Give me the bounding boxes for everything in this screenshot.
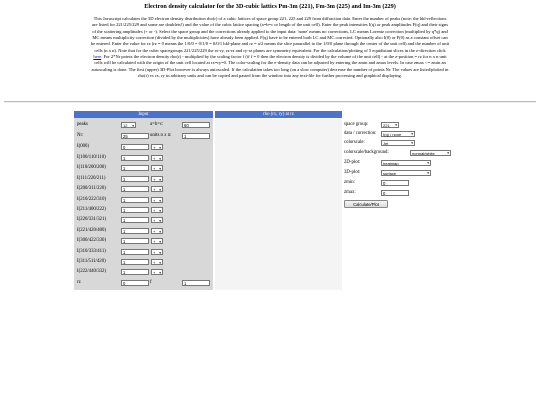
plot3d-label: 3D-plot: [344, 170, 361, 175]
chevron-down-icon: ▾ [395, 123, 397, 127]
description-line: MC means multiplicity correction (divided by the multiplicities) have already been applied. F(q) have to be entered both LC and MC corrected. Optionally also I(0) or F(0) as a constant offset can [92, 35, 448, 41]
zmax-label: zmax: [344, 190, 356, 195]
description-line: rho(r) vs rx, ry in arbitrary units and can be copied and pasted from the window into any text-file for further processing and graphical displaying. [138, 73, 402, 79]
i0-row [77, 143, 211, 151]
peak-label: I(100/110/110) [77, 155, 106, 160]
peak-intensity-input[interactable]: 1 [121, 269, 149, 275]
chevron-down-icon: ▾ [159, 219, 161, 224]
colorscale-select[interactable]: Jet ▾ [383, 141, 413, 146]
chevron-down-icon: ▾ [159, 167, 161, 172]
peak-row [77, 175, 211, 183]
space-group-select[interactable]: 221 ▾ [383, 123, 397, 128]
plot-area [215, 119, 342, 290]
peak-sign-select[interactable]: + ▾ [153, 166, 161, 172]
peak-row [77, 185, 211, 193]
peak-label: I(300/422/330) [77, 238, 107, 244]
description-text: . For 2*Nr points the electron density rho(r) - multiplied by the scaling factor f (if f = 0 then the electron density is divided by the volume of the unit cell) - at the z-position = rz for n x n unit [101, 54, 447, 60]
chevron-down-icon: ▾ [159, 146, 161, 150]
description-line: autoscaling is done. The first (upper) 3D-Plot however is always autoscaled. If the calculation takes too long (on a slow computer) decrease the number of points Nr. The values are listed/plotted in [91, 66, 449, 72]
peak-sign-select[interactable]: + ▾ [153, 156, 161, 161]
peak-label: I(222/440/332) [77, 269, 107, 275]
peak-label: I(210/222/310) [77, 196, 107, 202]
peaks-label: peaks [77, 122, 88, 127]
correction-label: data / correction: [344, 131, 377, 136]
peak-row [77, 206, 211, 214]
plot3d-select[interactable]: surface ▾ [383, 171, 429, 176]
divider [4, 101, 536, 103]
nr-input[interactable]: 25 [121, 133, 149, 139]
peak-sign-select[interactable]: + ▾ [153, 260, 161, 265]
background-label: colorscale/background: [344, 150, 389, 155]
rz-input[interactable]: 0 [121, 280, 149, 286]
f-input[interactable]: 1 [182, 280, 210, 286]
description-line: are listed for 221/225/229 and some are doublets!) and the value of the cubic lattice spacing (a=b=c or length of the unit cell). Enter the peak intensities I(q) or peak amplitudes F(q) and their signs [91, 22, 448, 28]
peak-label: I(220/331/321) [77, 217, 107, 223]
description-line: of the scattering amplitudes (+ or -). Select the space group and the corrections already applied to the input data: 'none' means no corrections, LC means Lorentz correction (multiplied by q*q) and [92, 28, 448, 34]
peak-intensity-input[interactable]: 1 [121, 249, 149, 255]
chevron-down-icon: ▾ [159, 229, 161, 234]
description-line: cells (n x n). Note that for the cubic spacegroups 221/225/229 the rx-ry, rx-rz and ry-rz planes are symmetry equivalent. For the calculation/plotting of 5 equidistant slices in the z-direction click [94, 47, 446, 53]
rz-label: rz [77, 280, 81, 285]
peak-intensity-input[interactable]: 1 [121, 207, 149, 213]
peak-label: I(310/333/411) [77, 248, 106, 254]
peak-label: I(110/200/200) [77, 165, 106, 171]
peak-row [77, 216, 211, 224]
abc-input[interactable]: 60 [182, 122, 210, 128]
chevron-down-icon: ▾ [159, 177, 161, 182]
correction-select[interactable]: I(q) / none ▾ [383, 132, 413, 137]
peak-sign-select[interactable]: + ▾ [153, 228, 161, 234]
peak-sign-select[interactable]: + ▾ [153, 176, 161, 182]
abc-label: a=b=c: [150, 122, 164, 127]
nr-row [77, 132, 211, 140]
peak-sign-select[interactable]: + ▾ [153, 239, 161, 245]
peak-sign-select[interactable]: + ▾ [153, 208, 161, 213]
f-label: f [150, 280, 152, 285]
input-header: Input [74, 111, 213, 118]
peak-row [77, 258, 211, 266]
page-title: Electron density calculator for the 3D-cubic lattics Pm-3m (221), Fm-3m (225) and Im-3m (229) [144, 3, 396, 10]
chevron-down-icon: ▾ [411, 132, 413, 136]
slices-link[interactable]: here [93, 54, 102, 60]
peak-intensity-input[interactable]: 1 [121, 238, 149, 244]
units-label: units n x n: [150, 133, 172, 138]
peak-label: I(311/511/420) [77, 259, 106, 264]
plot2d-label: 2D-plot: [344, 160, 361, 165]
description-line: This Javascript calculates the 3D electron density distribution rho(r) of a cubic lattices of space group 221, 225 and 229 from diffraction data. Enter the number of peaks (note: the hkl-reflections [93, 16, 447, 21]
chevron-down-icon: ▾ [411, 141, 413, 145]
chevron-down-icon: ▾ [427, 161, 429, 165]
units-input[interactable]: 1 [182, 133, 210, 139]
chevron-down-icon: ▾ [159, 209, 161, 213]
peak-sign-select[interactable]: + ▾ [153, 270, 161, 276]
i0-input[interactable]: 0 [121, 144, 149, 150]
zmax-input[interactable]: 0 [381, 190, 409, 196]
nr-label: Nr: [77, 133, 84, 138]
peak-intensity-input[interactable]: 1 [121, 197, 149, 203]
description-line: be entered. Enter the value for rz (rz = 0 means the 1/0/0 = 0/1/0 = 0/0/1 hkl-plane and rz = a/2 means the slice pararallel to the 1/0/0 plane through the center of the unit cell) and the number of unit [90, 41, 450, 47]
chevron-down-icon: ▾ [159, 198, 161, 203]
peak-intensity-input[interactable]: 1 [121, 228, 149, 234]
space-group-label: space group: [344, 122, 369, 127]
peak-intensity-input[interactable]: 1 [121, 217, 149, 223]
peak-label: I(200/311/220) [77, 186, 106, 192]
peak-label: I(221/420/400) [77, 227, 107, 233]
background-select[interactable]: normal/white ▾ [412, 151, 449, 156]
peak-intensity-input[interactable]: 1 [121, 155, 149, 161]
peak-intensity-input[interactable]: 1 [121, 186, 149, 192]
chevron-down-icon: ▾ [159, 271, 161, 276]
description [6, 16, 534, 79]
chevron-down-icon: ▾ [159, 240, 161, 245]
peak-row [77, 196, 211, 204]
peak-intensity-input[interactable]: 1 [121, 259, 149, 265]
peak-intensity-input[interactable]: 1 [121, 176, 149, 182]
chevron-down-icon: ▾ [159, 261, 161, 265]
zmin-label: zmin: [344, 180, 355, 185]
peak-sign-select[interactable]: + ▾ [153, 187, 161, 193]
peak-row [77, 248, 211, 256]
peak-label: I(211/400/222) [77, 207, 106, 212]
peak-intensity-input[interactable]: 1 [121, 165, 149, 171]
peak-row [77, 227, 211, 235]
plot-header: rho (rx, ry) at rz [215, 111, 342, 118]
peak-row [77, 237, 211, 245]
peak-row [77, 154, 211, 162]
chevron-down-icon: ▾ [159, 188, 161, 193]
i0-label: I(000) [77, 144, 89, 149]
colorscale-label: colorscale: [344, 140, 365, 145]
peak-row [77, 164, 211, 172]
plot2d-select[interactable]: heatmap ▾ [383, 161, 429, 166]
rz-row [77, 279, 211, 287]
chevron-down-icon: ▾ [447, 151, 449, 155]
chevron-down-icon: ▾ [159, 250, 161, 255]
calculate-plot-button[interactable]: Calculate/Plot [344, 200, 388, 208]
peaks-select[interactable]: 12 ▾ [123, 123, 134, 128]
peak-label: I(111/220/211) [77, 175, 106, 181]
chevron-down-icon: ▾ [427, 171, 429, 175]
peak-sign-select[interactable]: + ▾ [153, 249, 161, 255]
zmin-input[interactable]: 0 [381, 180, 409, 186]
description-line: cells will be calculated with the origin of the unit cell located at rx=ry=0. The color-scaling for the e-density data can be adjusted by entering the zmin and zmax levels. In case zmax <= zmin an [94, 60, 446, 66]
peak-sign-select[interactable]: + ▾ [153, 218, 161, 224]
chevron-down-icon: ▾ [132, 124, 134, 128]
chevron-down-icon: ▾ [159, 157, 161, 161]
peak-row [77, 268, 211, 276]
peak-sign-select[interactable]: + ▾ [153, 197, 161, 203]
i0-sign-select[interactable]: + ▾ [153, 145, 161, 150]
peaks-row [77, 121, 211, 129]
